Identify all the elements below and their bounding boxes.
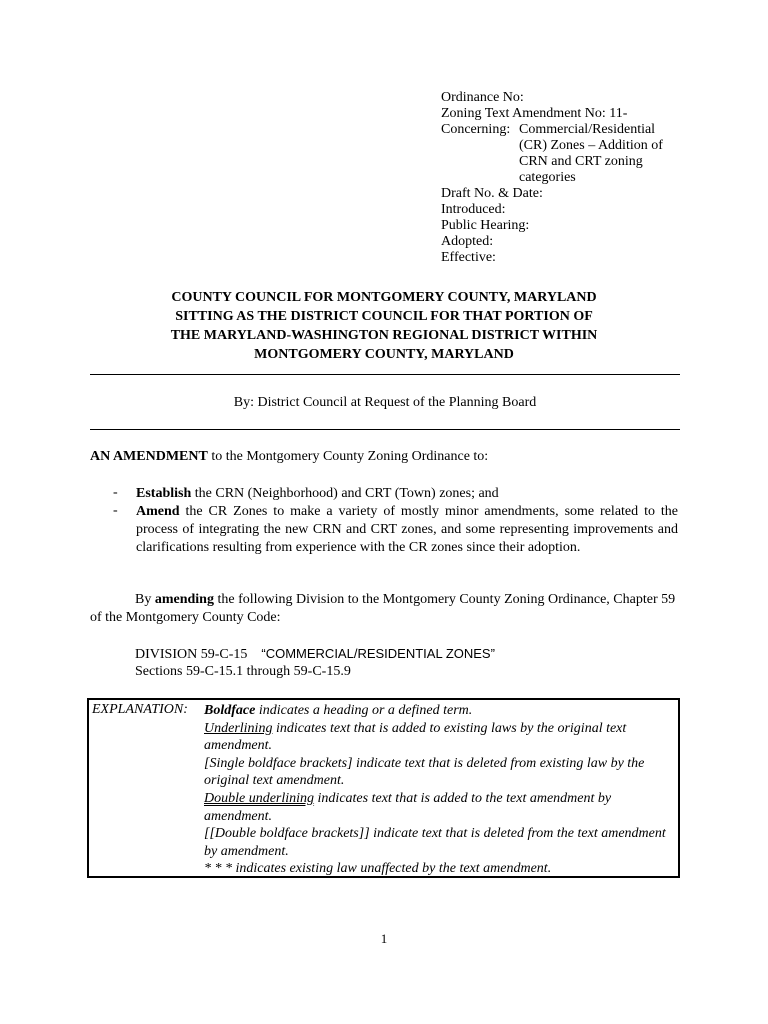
amendment-intro [90,449,680,465]
bullet-bold: Amend [136,504,180,519]
explanation-box [87,698,680,878]
effective: Effective: [441,250,496,265]
adopted: Adopted: [441,234,494,249]
bullet-text: the CRN (Neighborhood) and CRT (Town) zones; and [191,486,499,501]
amendment-bullets [113,485,678,557]
divider-top [90,374,680,375]
list-item [113,485,678,503]
list-item [113,503,678,557]
concerning-label: Concerning: [441,122,511,137]
explanation-body: Boldface indicates a heading or a defined term. Underlining indicates text that is added to existing laws by the original text amendment. [Single boldface brackets] indicate text that is deleted from existing law by the original text amendment. Double underlining indicates text that is added to the text amendment by amendment. [[Double boldface brackets]] indicate text that is deleted from the text amendment by amendment. * * * indicates existing law unaffected by the text amendment. [204,703,666,877]
council-title [90,288,678,364]
divider-bottom [90,429,680,430]
intro-bold: AN AMENDMENT [90,449,208,464]
introduced: Introduced: [441,202,506,217]
sponsor-line: By: District Council at Request of the Planning Board [233,395,537,410]
division-reference [135,645,675,680]
concerning-row [441,122,701,186]
council-title-line: THE MARYLAND-WASHINGTON REGIONAL DISTRICT WITHIN [170,328,598,343]
division-title: “COMMERCIAL/RESIDENTIAL ZONES” [261,646,495,661]
bullet-dash: - [113,485,118,500]
division-sections: Sections 59-C-15.1 through 59-C-15.9 [135,664,351,679]
council-title-line: MONTGOMERY COUNTY, MARYLAND [254,347,514,362]
amending-paragraph: By amending the following Division to the Montgomery County Zoning Ordinance, Chapter 59 of the Montgomery County Code: [90,592,676,625]
public-hearing: Public Hearing: [441,218,530,233]
page-number: 1 [380,931,388,946]
ordinance-header [441,90,701,266]
division-code: DIVISION 59-C-15 [135,647,248,662]
ordinance-no: Ordinance No: [441,90,524,105]
zta-no: Zoning Text Amendment No: 11- [441,106,628,121]
bullet-bold: Establish [136,486,192,501]
explanation-label: EXPLANATION: [92,702,188,717]
bullet-dash: - [113,503,118,518]
council-title-line: COUNTY COUNCIL FOR MONTGOMERY COUNTY, MARYLAND [171,290,597,305]
intro-rest: to the Montgomery County Zoning Ordinance to: [207,449,489,464]
concerning-value: Commercial/Residential (CR) Zones – Addition of CRN and CRT zoning categories [519,122,663,185]
amending-bold: amending [154,592,214,607]
bullet-text: the CR Zones to make a variety of mostly minor amendments, some related to the process of integrating the new CRN and CRT zones, and some representing improvements and clarifications resulting from experience with the CR zones since their adoption. [136,504,678,555]
council-title-line: SITTING AS THE DISTRICT COUNCIL FOR THAT PORTION OF [175,309,593,324]
draft-no-date: Draft No. & Date: [441,186,543,201]
